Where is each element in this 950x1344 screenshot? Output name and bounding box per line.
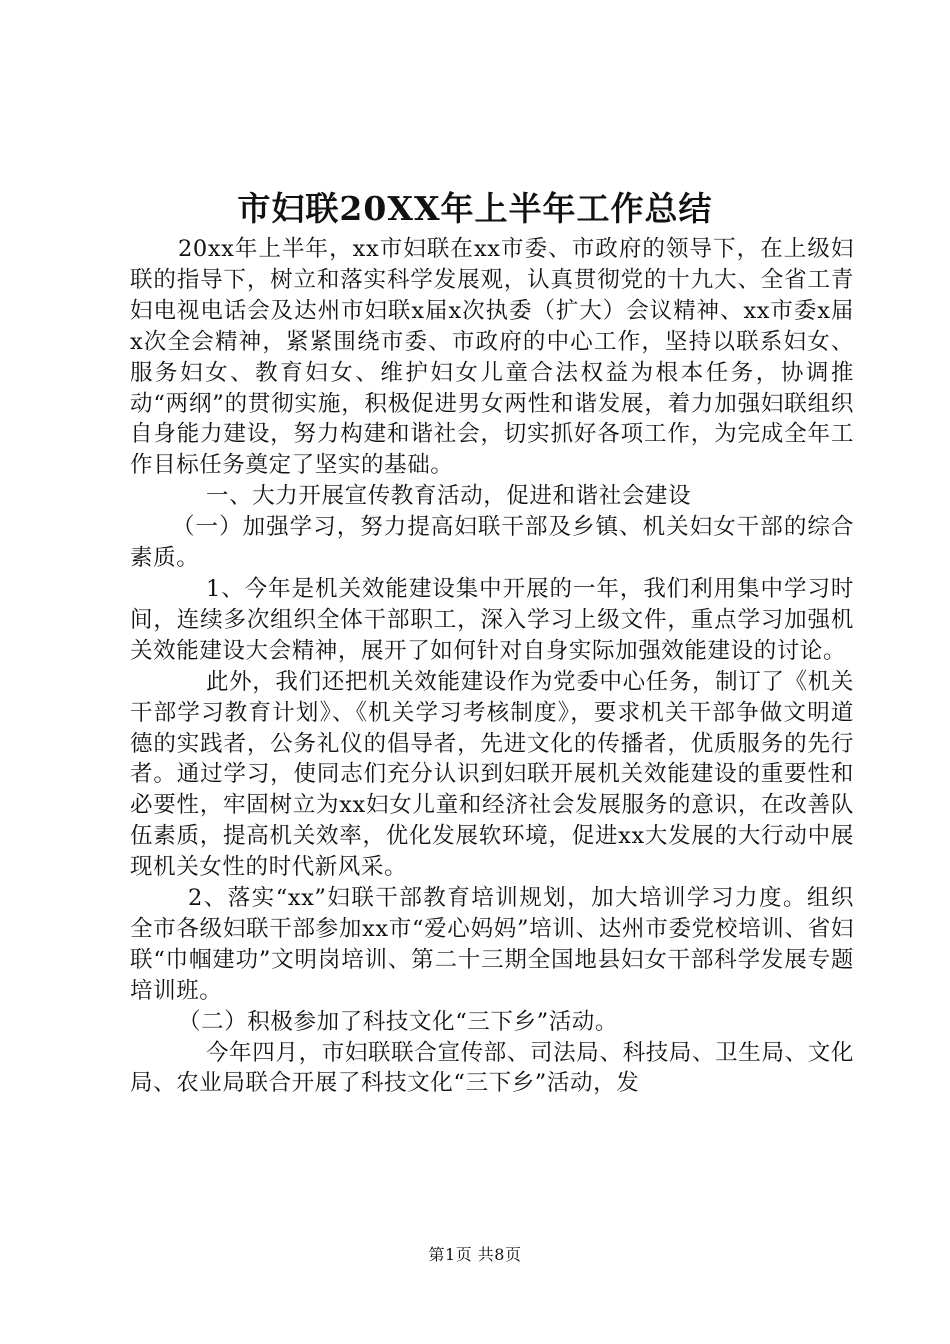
document-body xyxy=(130,234,854,1099)
body-paragraph: 1、今年是机关效能建设集中开展的一年，我们利用集中学习时间，连续多次组织全体干部职工，深入学习上级文件，重点学习加强机关效能建设大会精神，展开了如何针对自身实际加强效能建设的讨论。 xyxy=(130,575,854,664)
body-paragraph: 今年四月，市妇联联合宣传部、司法局、科技局、卫生局、文化局、农业局联合开展了科技文化“三下乡”活动，发 xyxy=(130,1039,854,1097)
body-paragraph: 2、落实“xx”妇联干部教育培训规划，加大培训学习力度。组织全市各级妇联干部参加xx市“爱心妈妈”培训、达州市委党校培训、省妇联“巾帼建功”文明岗培训、第二十三期全国地县妇女干部科学发展专题培训班。 xyxy=(130,885,854,1004)
intro-paragraph: 20xx年上半年，xx市妇联在xx市委、市政府的领导下，在上级妇联的指导下，树立和落实科学发展观，认真贯彻党的十九大、全省工青妇电视电话会及达州市妇联x届x次执委（扩大）会议精神、xx市委x届x次全会精神，紧紧围绕市委、市政府的中心工作，坚持以联系妇女、服务妇女、教育妇女、维护妇女儿童合法权益为根本任务，协调推动“两纲”的贯彻实施，积极促进男女两性和谐发展，着力加强妇联组织自身能力建设，努力构建和谐社会，切实抓好各项工作，为完成全年工作目标任务奠定了坚实的基础。 xyxy=(130,236,854,479)
section-heading-1: 一、大力开展宣传教育活动，促进和谐社会建设 xyxy=(206,483,692,510)
subsection-heading-2: （二）积极参加了科技文化“三下乡”活动。 xyxy=(178,1008,619,1035)
document-title: 市妇联20XX年上半年工作总结 xyxy=(237,189,713,228)
subsection-heading-1: （一）加强学习，努力提高妇联干部及乡镇、机关妇女干部的综合素质。 xyxy=(130,514,854,572)
page-number-footer: 第1页 共8页 xyxy=(428,1245,522,1264)
body-paragraph: 此外，我们还把机关效能建设作为党委中心任务，制订了《机关干部学习教育计划》、《机关学习考核制度》，要求机关干部争做文明道德的实践者，公务礼仪的倡导者，先进文化的传播者，优质服务的先行者。通过学习，使同志们充分认识到妇联开展机关效能建设的重要性和必要性，牢固树立为xx妇女儿童和经济社会发展服务的意识，在改善队伍素质，提高机关效率，优化发展软环境，促进xx大发展的大行动中展现机关女性的时代新风采。 xyxy=(130,668,854,881)
